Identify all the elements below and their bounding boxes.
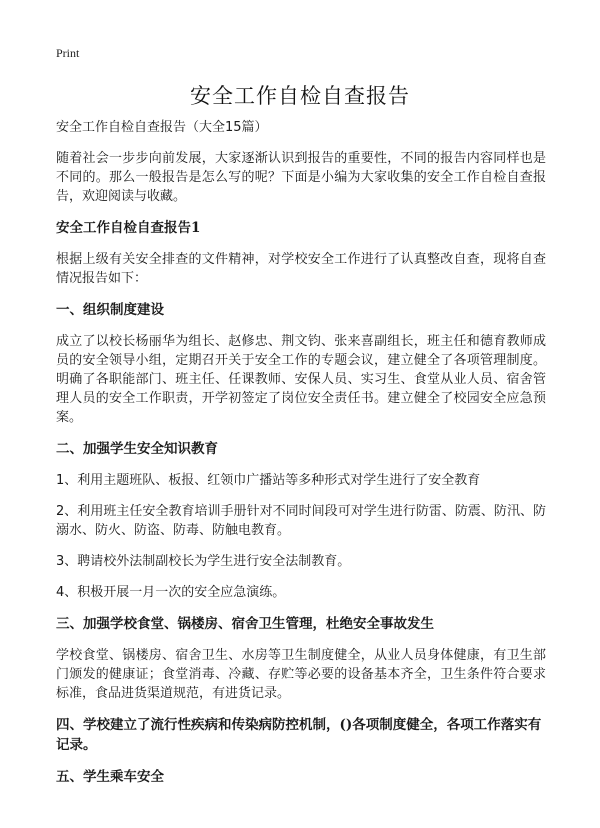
section4-heading: 四、学校建立了流行性疾病和传染病防控机制，()各项制度健全，各项工作落实有记录。 [56,717,542,753]
report1-heading: 安全工作自检自查报告1 [56,220,201,236]
print-label: Print [56,46,80,60]
document-title: 安全工作自检自查报告 [190,84,410,108]
section2-item-4: 4、积极开展一月一次的安全应急演练。 [56,585,286,600]
document-subtitle: 安全工作自检自查报告（大全15篇） [56,120,268,135]
section1-paragraph: 成立了以校长杨丽华为组长、赵修忠、荆文钧、张来喜副组长，班主任和德育教师成员的安全领导小组，定期召开关于安全工作的专题会议，建立健全了各项管理制度。明确了各职能部门、班主任、任课教师、安保人员、实习生、食堂从业人员、宿舍管理人员的安全工作职责，开学初签定了岗位安全责任书。建立健全了校园安全应急预案。 [56,334,546,425]
section5-heading: 五、学生乘车安全 [56,769,164,785]
section3-paragraph: 学校食堂、锅楼房、宿舍卫生、水房等卫生制度健全，从业人员身体健康，有卫生部门颁发的健康证；食堂消毒、冷藏、存贮等必要的设备基本齐全，卫生条件符合要求标准，食品进货渠道规范，有进货记录。 [56,648,546,701]
section2-item-3: 3、聘请校外法制副校长为学生进行安全法制教育。 [56,554,351,569]
intro-paragraph: 随着社会一步步向前发展，大家逐渐认识到报告的重要性，不同的报告内容同样也是不同的。那么一般报告是怎么写的呢？下面是小编为大家收集的安全工作自检自查报告，欢迎阅读与收藏。 [56,151,546,204]
section1-heading: 一、组织制度建设 [56,302,164,318]
document-content [56,118,546,799]
section2-item-1: 1、利用主题班队、板报、红领巾广播站等多种形式对学生进行了安全教育 [56,473,481,488]
section2-heading: 二、加强学生安全知识教育 [56,441,218,457]
report1-intro: 根据上级有关安全排查的文件精神，对学校安全工作进行了认真整改自查，现将自查情况报告如下： [56,252,546,286]
section2-item-2: 2、利用班主任安全教育培训手册针对不同时间段可对学生进行防雷、防震、防汛、防溺水、防火、防盗、防毒、防触电教育。 [56,504,546,538]
section3-heading: 三、加强学校食堂、锅楼房、宿舍卫生管理，杜绝安全事故发生 [56,616,434,632]
